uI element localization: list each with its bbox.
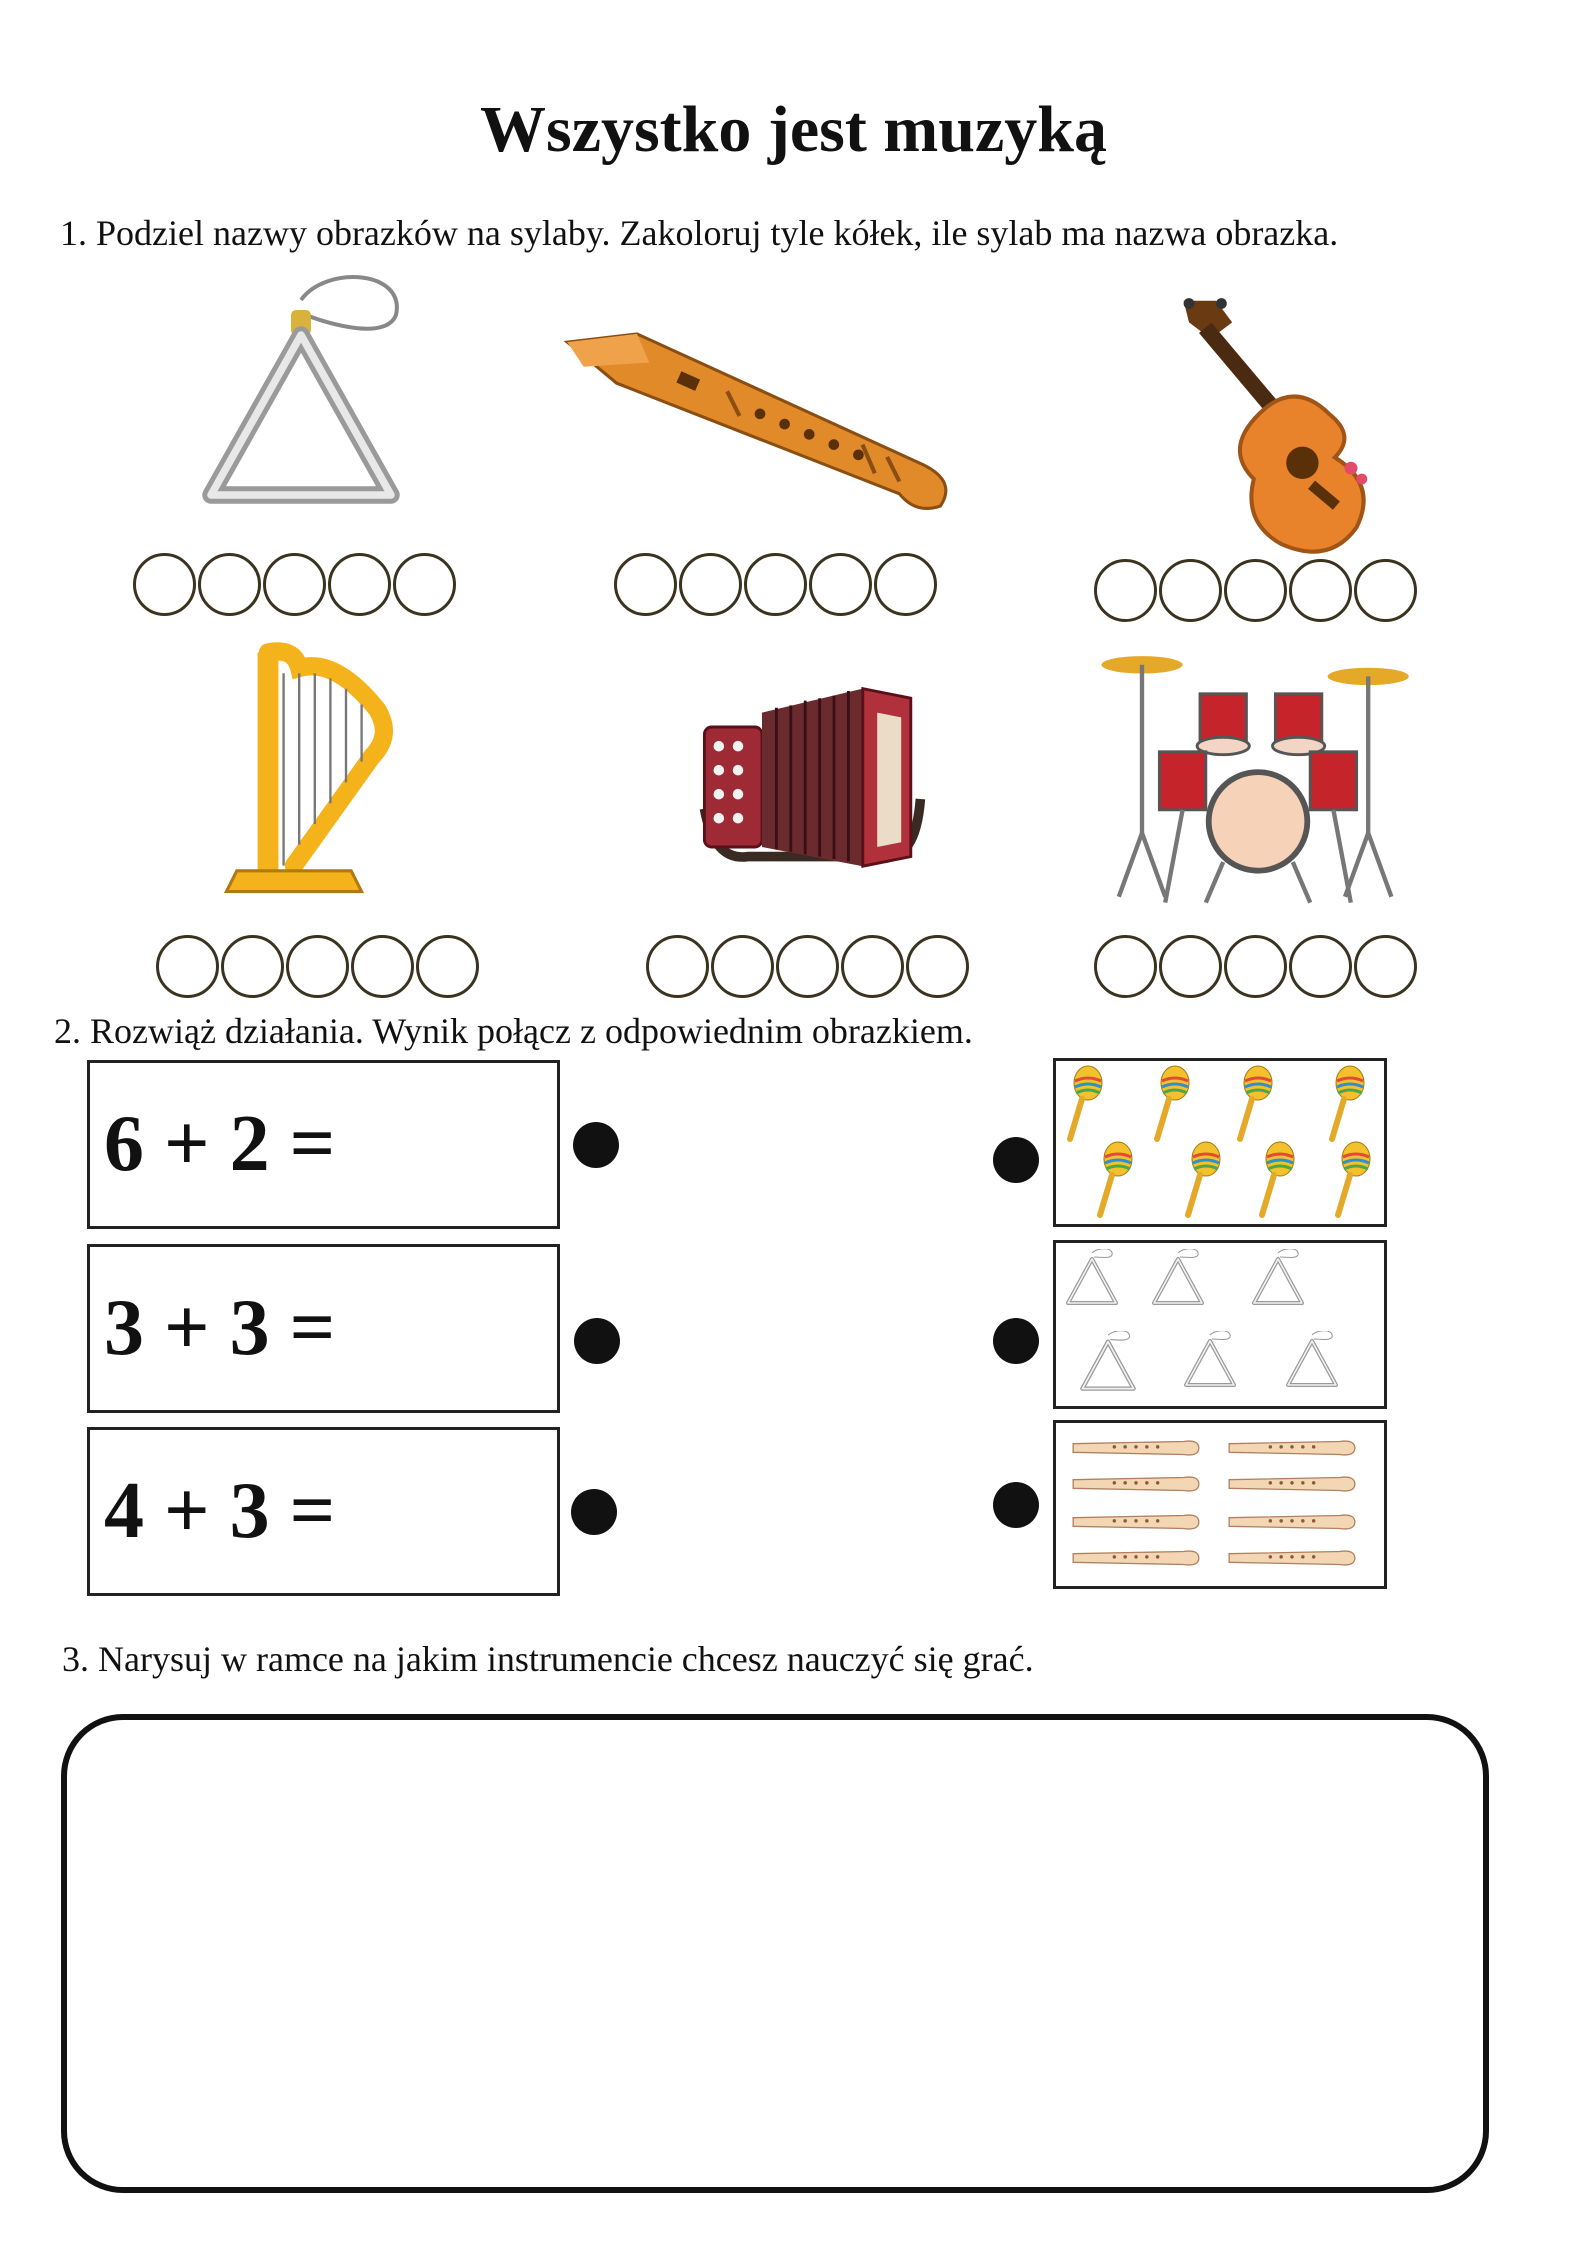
syllable-circle[interactable] — [1289, 935, 1352, 998]
syllable-circle[interactable] — [614, 553, 677, 616]
task2-instruction: 2. Rozwiąż działania. Wynik połącz z odpowiednim obrazkiem. — [54, 1011, 973, 1051]
harp-icon — [190, 622, 450, 922]
syllable-circles-guitar — [1094, 559, 1417, 622]
syllable-circle[interactable] — [646, 935, 709, 998]
maracas-icon — [1056, 1061, 1384, 1224]
syllable-circle[interactable] — [1354, 935, 1417, 998]
syllable-circles-drums — [1094, 935, 1417, 998]
syllable-circle[interactable] — [744, 553, 807, 616]
equation-box — [87, 1427, 560, 1596]
guitar-icon — [1135, 290, 1405, 560]
triangle-icon — [176, 270, 426, 540]
triangle-icon — [1056, 1243, 1384, 1406]
connect-dot-left[interactable] — [573, 1122, 619, 1168]
syllable-circle[interactable] — [841, 935, 904, 998]
syllable-circles-accordion — [646, 935, 969, 998]
syllable-circle[interactable] — [809, 553, 872, 616]
picture-box-maracas — [1053, 1058, 1387, 1227]
connect-dot-right[interactable] — [993, 1482, 1039, 1528]
syllable-circle[interactable] — [393, 553, 456, 616]
picture-box-triangles — [1053, 1240, 1387, 1409]
syllable-circle[interactable] — [351, 935, 414, 998]
recorder-flute-icon — [1056, 1423, 1384, 1586]
syllable-circles-harp — [156, 935, 479, 998]
equation-box — [87, 1244, 560, 1413]
connect-dot-left[interactable] — [571, 1489, 617, 1535]
connect-dot-right[interactable] — [993, 1318, 1039, 1364]
recorder-flute-icon — [555, 310, 965, 530]
task1-instruction: 1. Podziel nazwy obrazków na sylaby. Zakoloruj tyle kółek, ile sylab ma nazwa obrazka. — [60, 213, 1339, 253]
syllable-circle[interactable] — [1224, 935, 1287, 998]
equation-box — [87, 1060, 560, 1229]
syllable-circle[interactable] — [1354, 559, 1417, 622]
equation-text: 3 + 3 = — [104, 1284, 336, 1372]
syllable-circle[interactable] — [906, 935, 969, 998]
syllable-circle[interactable] — [416, 935, 479, 998]
syllable-circle[interactable] — [133, 553, 196, 616]
syllable-circle[interactable] — [776, 935, 839, 998]
syllable-circle[interactable] — [286, 935, 349, 998]
syllable-circle[interactable] — [328, 553, 391, 616]
syllable-circles-recorder — [614, 553, 937, 616]
syllable-circle[interactable] — [1224, 559, 1287, 622]
syllable-circle[interactable] — [198, 553, 261, 616]
syllable-circle[interactable] — [1159, 935, 1222, 998]
picture-box-recorders — [1053, 1420, 1387, 1589]
equation-text: 4 + 3 = — [104, 1467, 336, 1555]
syllable-circle[interactable] — [679, 553, 742, 616]
syllable-circle[interactable] — [1159, 559, 1222, 622]
drum-kit-icon — [1078, 630, 1438, 920]
syllable-circle[interactable] — [1094, 559, 1157, 622]
syllable-circle[interactable] — [221, 935, 284, 998]
syllable-circle[interactable] — [156, 935, 219, 998]
syllable-circles-triangle — [133, 553, 456, 616]
syllable-circle[interactable] — [874, 553, 937, 616]
task3-instruction: 3. Narysuj w ramce na jakim instrumencie chcesz nauczyć się grać. — [62, 1639, 1034, 1679]
syllable-circle[interactable] — [263, 553, 326, 616]
accordion-icon — [640, 655, 980, 895]
equation-text: 6 + 2 = — [104, 1100, 336, 1188]
connect-dot-left[interactable] — [574, 1318, 620, 1364]
syllable-circle[interactable] — [1094, 935, 1157, 998]
syllable-circle[interactable] — [711, 935, 774, 998]
drawing-frame[interactable] — [61, 1714, 1489, 2193]
syllable-circle[interactable] — [1289, 559, 1352, 622]
page-title: Wszystko jest muzyką — [480, 93, 1107, 166]
connect-dot-right[interactable] — [993, 1137, 1039, 1183]
